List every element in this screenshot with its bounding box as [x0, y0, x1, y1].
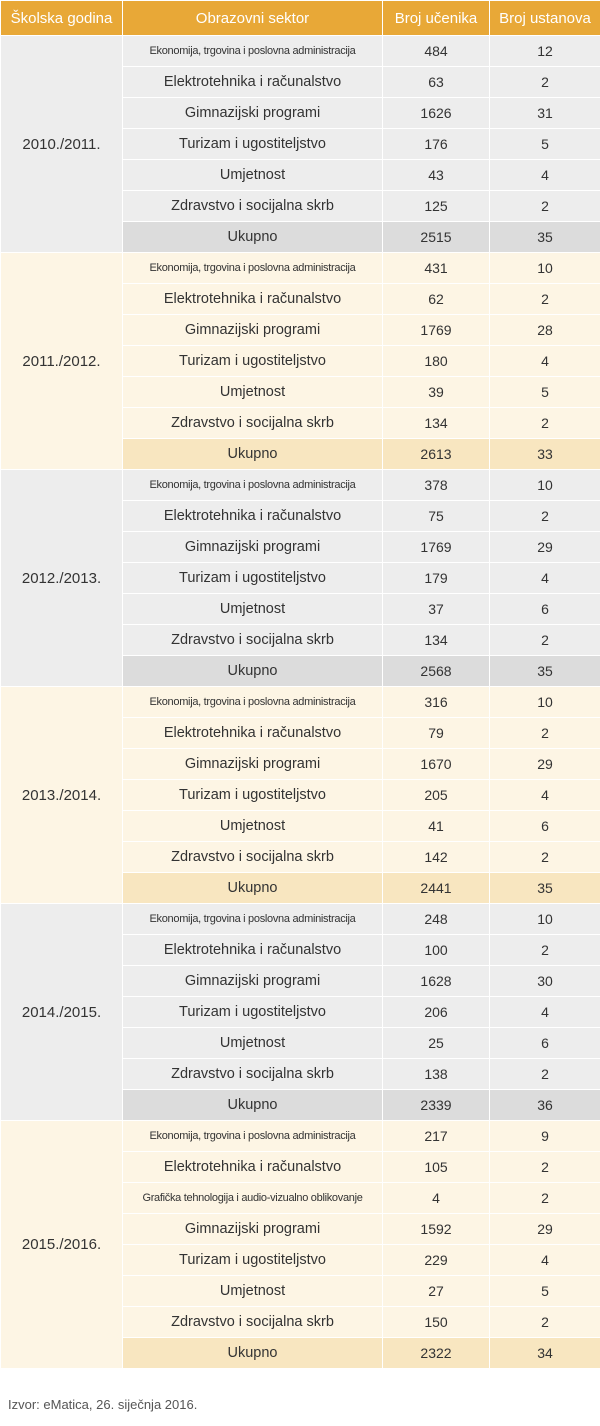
header-students: Broj učenika — [383, 1, 490, 36]
institutions-cell: 2 — [490, 408, 600, 439]
institutions-cell: 2 — [490, 1307, 600, 1338]
students-cell: 229 — [383, 1245, 490, 1276]
table-row — [1, 687, 600, 718]
sector-cell: Ekonomija, trgovina i poslovna administracija — [123, 253, 383, 284]
sector-cell: Umjetnost — [123, 160, 383, 191]
students-cell: 2613 — [383, 439, 490, 470]
sector-cell: Zdravstvo i socijalna skrb — [123, 625, 383, 656]
year-group — [1, 904, 600, 1121]
institutions-cell: 12 — [490, 36, 600, 67]
institutions-cell: 10 — [490, 253, 600, 284]
table-row — [1, 253, 600, 284]
institutions-cell: 4 — [490, 563, 600, 594]
institutions-cell: 4 — [490, 160, 600, 191]
sector-cell: Elektrotehnika i računalstvo — [123, 284, 383, 315]
students-cell: 4 — [383, 1183, 490, 1214]
institutions-cell: 29 — [490, 532, 600, 563]
sector-cell: Zdravstvo i socijalna skrb — [123, 408, 383, 439]
sector-cell: Turizam i ugostiteljstvo — [123, 563, 383, 594]
students-cell: 1626 — [383, 98, 490, 129]
sector-cell: Umjetnost — [123, 1276, 383, 1307]
students-cell: 2322 — [383, 1338, 490, 1369]
institutions-cell: 2 — [490, 67, 600, 98]
students-cell: 316 — [383, 687, 490, 718]
students-cell: 248 — [383, 904, 490, 935]
sector-cell: Elektrotehnika i računalstvo — [123, 501, 383, 532]
institutions-cell: 5 — [490, 129, 600, 160]
institutions-cell: 10 — [490, 904, 600, 935]
sector-cell: Elektrotehnika i računalstvo — [123, 935, 383, 966]
institutions-cell: 6 — [490, 594, 600, 625]
sector-cell: Ekonomija, trgovina i poslovna administracija — [123, 36, 383, 67]
sector-cell: Turizam i ugostiteljstvo — [123, 346, 383, 377]
sector-cell: Elektrotehnika i računalstvo — [123, 718, 383, 749]
students-cell: 1628 — [383, 966, 490, 997]
institutions-cell: 2 — [490, 718, 600, 749]
institutions-cell: 4 — [490, 997, 600, 1028]
students-cell: 27 — [383, 1276, 490, 1307]
institutions-cell: 2 — [490, 1183, 600, 1214]
institutions-cell: 5 — [490, 1276, 600, 1307]
sector-cell: Gimnazijski programi — [123, 749, 383, 780]
sector-cell: Zdravstvo i socijalna skrb — [123, 1307, 383, 1338]
students-cell: 79 — [383, 718, 490, 749]
students-cell: 1769 — [383, 315, 490, 346]
sector-cell: Umjetnost — [123, 594, 383, 625]
header-row — [1, 1, 600, 36]
sector-cell: Ekonomija, trgovina i poslovna administracija — [123, 904, 383, 935]
students-cell: 138 — [383, 1059, 490, 1090]
sector-cell: Zdravstvo i socijalna skrb — [123, 1059, 383, 1090]
institutions-cell: 35 — [490, 873, 600, 904]
students-cell: 378 — [383, 470, 490, 501]
institutions-cell: 29 — [490, 749, 600, 780]
institutions-cell: 4 — [490, 1245, 600, 1276]
students-cell: 205 — [383, 780, 490, 811]
header-school-year: Školska godina — [1, 1, 123, 36]
institutions-cell: 36 — [490, 1090, 600, 1121]
table-header — [1, 1, 600, 36]
institutions-cell: 2 — [490, 1059, 600, 1090]
students-cell: 2568 — [383, 656, 490, 687]
sector-cell: Ukupno — [123, 439, 383, 470]
sector-cell: Grafička tehnologija i audio-vizualno oblikovanje — [123, 1183, 383, 1214]
sector-cell: Ukupno — [123, 873, 383, 904]
sector-cell: Ukupno — [123, 222, 383, 253]
sector-cell: Ekonomija, trgovina i poslovna administracija — [123, 470, 383, 501]
students-cell: 484 — [383, 36, 490, 67]
students-cell: 206 — [383, 997, 490, 1028]
students-cell: 1592 — [383, 1214, 490, 1245]
students-cell: 75 — [383, 501, 490, 532]
students-cell: 176 — [383, 129, 490, 160]
header-institutions: Broj ustanova — [490, 1, 600, 36]
students-cell: 217 — [383, 1121, 490, 1152]
students-cell: 134 — [383, 625, 490, 656]
sector-cell: Umjetnost — [123, 811, 383, 842]
students-cell: 100 — [383, 935, 490, 966]
year-group — [1, 1121, 600, 1369]
sector-cell: Ukupno — [123, 656, 383, 687]
students-cell: 105 — [383, 1152, 490, 1183]
sector-cell: Elektrotehnika i računalstvo — [123, 1152, 383, 1183]
sector-cell: Ukupno — [123, 1090, 383, 1121]
sector-cell: Turizam i ugostiteljstvo — [123, 129, 383, 160]
students-cell: 2515 — [383, 222, 490, 253]
sector-cell: Ekonomija, trgovina i poslovna administracija — [123, 1121, 383, 1152]
students-cell: 37 — [383, 594, 490, 625]
students-cell: 179 — [383, 563, 490, 594]
institutions-cell: 2 — [490, 501, 600, 532]
students-cell: 1769 — [383, 532, 490, 563]
sector-cell: Zdravstvo i socijalna skrb — [123, 191, 383, 222]
institutions-cell: 29 — [490, 1214, 600, 1245]
students-cell: 25 — [383, 1028, 490, 1059]
sector-cell: Gimnazijski programi — [123, 1214, 383, 1245]
institutions-cell: 9 — [490, 1121, 600, 1152]
table-row — [1, 36, 600, 67]
students-cell: 431 — [383, 253, 490, 284]
header-sector: Obrazovni sektor — [123, 1, 383, 36]
school-year-cell: 2012./2013. — [1, 470, 123, 687]
table-row — [1, 904, 600, 935]
source-note: Izvor: eMatica, 26. siječnja 2016. — [8, 1397, 198, 1412]
institutions-cell: 33 — [490, 439, 600, 470]
students-cell: 62 — [383, 284, 490, 315]
sector-cell: Gimnazijski programi — [123, 98, 383, 129]
institutions-cell: 5 — [490, 377, 600, 408]
institutions-cell: 10 — [490, 470, 600, 501]
institutions-cell: 6 — [490, 1028, 600, 1059]
institutions-cell: 35 — [490, 656, 600, 687]
students-cell: 1670 — [383, 749, 490, 780]
students-cell: 43 — [383, 160, 490, 191]
institutions-cell: 2 — [490, 284, 600, 315]
sector-cell: Gimnazijski programi — [123, 532, 383, 563]
sector-cell: Turizam i ugostiteljstvo — [123, 780, 383, 811]
sector-cell: Ukupno — [123, 1338, 383, 1369]
institutions-cell: 2 — [490, 1152, 600, 1183]
sector-cell: Turizam i ugostiteljstvo — [123, 997, 383, 1028]
year-group — [1, 687, 600, 904]
students-cell: 2339 — [383, 1090, 490, 1121]
students-cell: 125 — [383, 191, 490, 222]
sector-cell: Gimnazijski programi — [123, 315, 383, 346]
students-cell: 180 — [383, 346, 490, 377]
institutions-cell: 31 — [490, 98, 600, 129]
year-group — [1, 36, 600, 253]
sector-cell: Umjetnost — [123, 1028, 383, 1059]
students-cell: 41 — [383, 811, 490, 842]
institutions-cell: 6 — [490, 811, 600, 842]
table-row — [1, 470, 600, 501]
sector-cell: Umjetnost — [123, 377, 383, 408]
institutions-cell: 2 — [490, 625, 600, 656]
sector-cell: Zdravstvo i socijalna skrb — [123, 842, 383, 873]
table-row — [1, 1121, 600, 1152]
students-cell: 142 — [383, 842, 490, 873]
students-cell: 150 — [383, 1307, 490, 1338]
students-cell: 134 — [383, 408, 490, 439]
year-group — [1, 253, 600, 470]
school-year-cell: 2011./2012. — [1, 253, 123, 470]
sector-cell: Elektrotehnika i računalstvo — [123, 67, 383, 98]
students-cell: 2441 — [383, 873, 490, 904]
sector-cell: Gimnazijski programi — [123, 966, 383, 997]
school-year-cell: 2010./2011. — [1, 36, 123, 253]
sector-cell: Turizam i ugostiteljstvo — [123, 1245, 383, 1276]
students-cell: 63 — [383, 67, 490, 98]
institutions-cell: 28 — [490, 315, 600, 346]
school-year-cell: 2015./2016. — [1, 1121, 123, 1369]
institutions-cell: 2 — [490, 935, 600, 966]
institutions-cell: 4 — [490, 346, 600, 377]
institutions-cell: 4 — [490, 780, 600, 811]
school-year-cell: 2013./2014. — [1, 687, 123, 904]
school-year-cell: 2014./2015. — [1, 904, 123, 1121]
institutions-cell: 34 — [490, 1338, 600, 1369]
sector-cell: Ekonomija, trgovina i poslovna administracija — [123, 687, 383, 718]
institutions-cell: 2 — [490, 191, 600, 222]
institutions-cell: 35 — [490, 222, 600, 253]
institutions-cell: 10 — [490, 687, 600, 718]
institutions-cell: 2 — [490, 842, 600, 873]
institutions-cell: 30 — [490, 966, 600, 997]
year-group — [1, 470, 600, 687]
students-cell: 39 — [383, 377, 490, 408]
